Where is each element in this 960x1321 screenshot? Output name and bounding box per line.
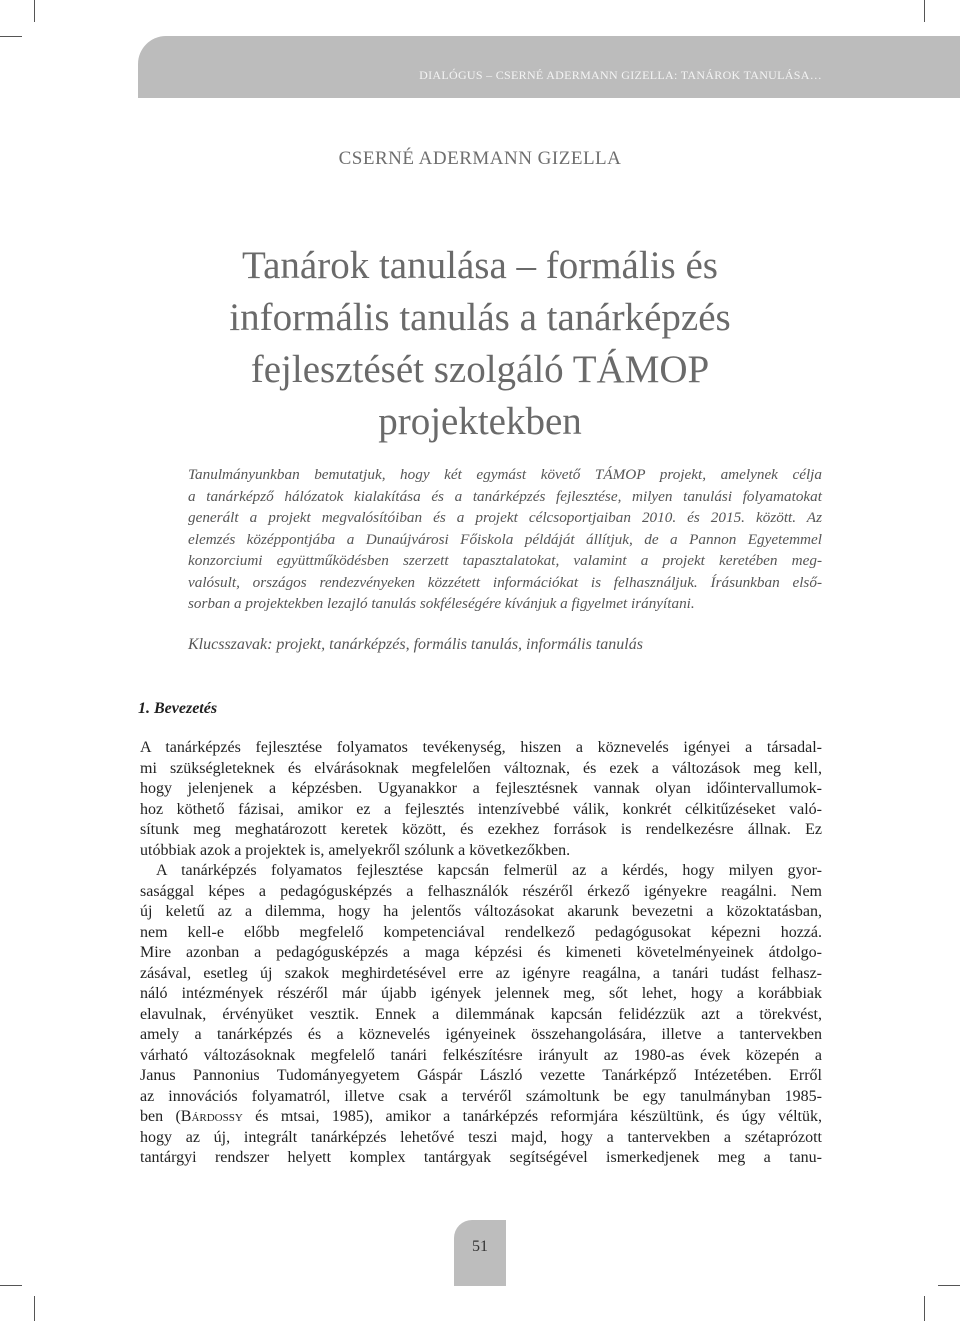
crop-mark bbox=[924, 0, 925, 22]
body-line: sasággal képes a pedagógusképzés a felhasználók részéről érkező igényekre reagálni. Nem bbox=[140, 882, 822, 900]
crop-mark bbox=[938, 1285, 960, 1286]
body-line: amely a tanárképzés és a köznevelés igényeinek összehangolására, illetve a tantervekben bbox=[140, 1026, 822, 1043]
body-line: sítunk meg meghatározott keretek között, és ezekhez források is rendelkezésre állnak. Ez bbox=[140, 821, 822, 838]
running-header-band bbox=[138, 36, 960, 98]
crop-mark bbox=[924, 1296, 925, 1321]
body-line: utóbbiak azok a projektek is, amelyekről szólunk a következőkben. bbox=[140, 841, 571, 859]
body-line: zásával, esetleg új szakok meghirdetésével erre az igényre reagálna, a tanári tudást felhasz- bbox=[140, 964, 822, 982]
abstract-line: valósult, országos rendezvényeken közzétett információkat is felhasználjuk. Írásunkban első- bbox=[188, 573, 822, 591]
crop-mark bbox=[34, 0, 35, 22]
body-line: az innovációs folyamatról, illetve csak a tervéről számoltunk be egy tanulmányban 1985- bbox=[140, 1087, 822, 1105]
body-line: várható változásoknak megfelelő tanári felkészítésre irányult az 1980-as évek közepén a bbox=[140, 1046, 822, 1064]
body-line: hogy jelenjenek a képzésben. Ugyanakkor a fejlesztésnek vannak olyan időintervallumok- bbox=[140, 780, 822, 797]
crop-mark bbox=[0, 1285, 22, 1286]
body-line-citation bbox=[140, 1107, 822, 1128]
body-line: hoz köthető fázisai, amikor ez a fejlesztés intenzívebbé válik, konkrét célkitűzéseket való- bbox=[140, 800, 822, 818]
body-line: A tanárképzés folyamatos fejlesztése kapcsán felmerül az a kérdés, hogy milyen gyor- bbox=[156, 862, 822, 879]
title-line: Tanárok tanulása – formális és bbox=[242, 244, 718, 287]
citation-author: Bárdossy bbox=[180, 1108, 243, 1125]
section-heading: 1. Bevezetés bbox=[138, 700, 218, 717]
page-number: 51 bbox=[472, 1238, 488, 1255]
title-line: projektekben bbox=[378, 400, 582, 443]
body-line: nem kell-e előbb megfelelő kompetenciával rendelkező pedagógusokat képezni hozzá. bbox=[140, 923, 822, 941]
abstract bbox=[188, 464, 822, 615]
title-line: informális tanulás a tanárképzés bbox=[229, 296, 731, 339]
body-text bbox=[140, 738, 822, 1169]
crop-mark bbox=[0, 36, 22, 37]
body-line: náló intézmények részéről már újabb igények jelennek meg, sőt lehet, hogy a korábbiak bbox=[140, 985, 822, 1002]
running-head: DIALÓGUS – CSERNÉ ADERMANN GIZELLA: TANÁROK TANULÁSA… bbox=[419, 68, 822, 82]
abstract-line: generált a projekt megvalósítóiban és a projekt célcsoportjaiban 2010. és 2015. között. Az bbox=[188, 509, 822, 526]
crop-mark bbox=[34, 1296, 35, 1321]
body-line: mi szükségleteknek és elvárásoknak megfelelően változnak, és ezek a változások meg kell, bbox=[140, 759, 822, 777]
keywords: Klucsszavak: projekt, tanárképzés, formális tanulás, informális tanulás bbox=[188, 636, 643, 653]
abstract-line: konzorciumi együttműködésben szerzett tapasztalatokat, valamint a projekt keretében meg- bbox=[188, 552, 822, 569]
abstract-line: Tanulmányunkban bemutatjuk, hogy két egymást követő TÁMOP projekt, amelynek célja bbox=[188, 466, 822, 483]
abstract-line: elemzés középpontjába a Dunaújvárosi Főiskola példáját állítjuk, de a Pannon Egyetemmel bbox=[188, 530, 822, 548]
citation-prefix: ben ( bbox=[140, 1108, 181, 1125]
title-line: fejlesztését szolgáló TÁMOP bbox=[250, 348, 710, 391]
body-line: új keletű az a dilemma, hogy ha jelentős változásokat akarunk bevezetni a közoktatásban, bbox=[140, 903, 822, 920]
body-line: Mire azonban a pedagógusképzés a maga képzési és kimeneti követelményeinek átdolgo- bbox=[140, 944, 822, 961]
author-name: CSERNÉ ADERMANN GIZELLA bbox=[338, 148, 622, 169]
page-number-box bbox=[454, 1220, 506, 1286]
body-line: Janus Pannonius Tudományegyetem Gáspár László vezette Tanárképző Intézetében. Erről bbox=[140, 1067, 822, 1084]
body-line: hogy az új, integrált tanárképzés lehetővé teszi majd, hogy a tantervekben a szétaprózott bbox=[140, 1128, 822, 1146]
abstract-line: a tanárképző hálózatok kialakítása és a tanárképzés fejlesztése, milyen tanulási folyamatokat bbox=[188, 487, 822, 505]
citation-suffix: és mtsai, 1985), amikor a tanárképzés reformjára készültünk, és úgy véltük, bbox=[242, 1108, 822, 1125]
body-line: A tanárképzés fejlesztése folyamatos tevékenység, hiszen a köznevelés igényei a társadal- bbox=[140, 739, 822, 756]
body-line: elavulnak, érvényüket vesztik. Ennek a dilemmának kapcsán felidézzük azt a törekvést, bbox=[140, 1005, 822, 1023]
article-title bbox=[120, 240, 840, 448]
abstract-line: sorban a projektekben lezajló tanulás sokféleségére kívánjuk a figyelmet irányítani. bbox=[188, 595, 695, 612]
body-line: tantárgyi rendszer helyett komplex tantárgyak segítségével ismerkedjenek meg a tanu- bbox=[140, 1149, 822, 1166]
